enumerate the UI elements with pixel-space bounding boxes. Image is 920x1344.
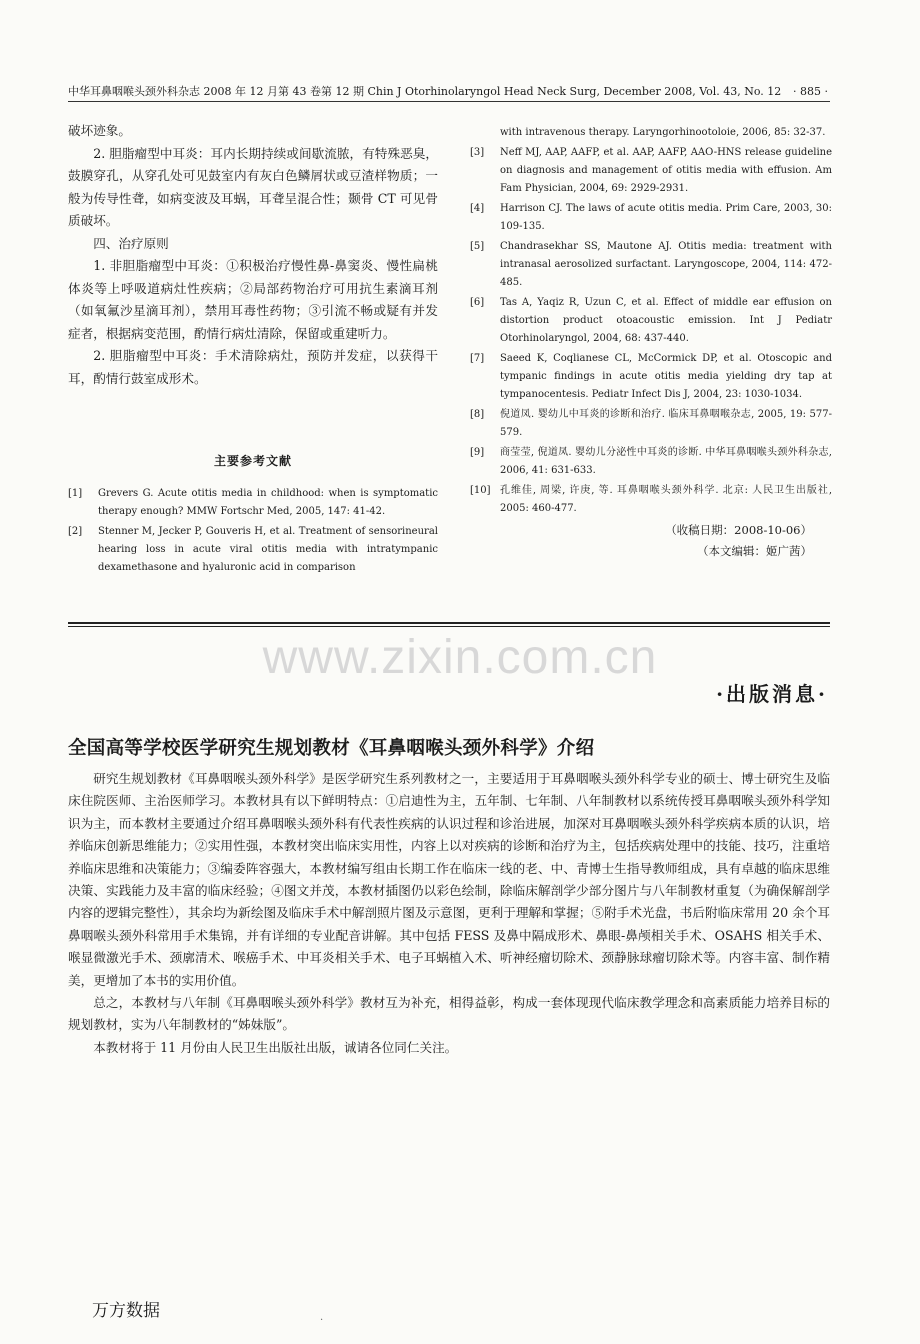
reference-text: with intravenous therapy. Laryngorhinootoloie, 2006, 85: 32-37. [500, 127, 826, 138]
left-column [68, 120, 438, 390]
header-rule [68, 101, 830, 102]
editor-credit: （本文编辑：姬广茜） [697, 544, 812, 558]
reference-list-right [470, 124, 832, 520]
paragraph: 1. 非胆脂瘤型中耳炎：①积极治疗慢性鼻-鼻窦炎、慢性扁桃体炎等上呼吸道病灶性疾病；②局部药物治疗可用抗生素滴耳剂（如氧氟沙星滴耳剂），禁用耳毒性药物；③引流不畅或疑有并发症者，根据病变范围，酌情行病灶清除，保留或重建听力。 [68, 258, 438, 341]
article-title: 全国高等学校医学研究生规划教材《耳鼻咽喉头颈外科学》介绍 [68, 738, 595, 759]
news-section-label: ·出版消息· [716, 682, 828, 706]
references-title: 主要参考文献 [213, 454, 292, 468]
header-page-number: · 885 · [793, 85, 828, 98]
paragraph: 本教材将于 11 月份由人民卫生出版社出版，诚请各位同仁关注。 [93, 1039, 458, 1055]
reference-item [470, 350, 832, 404]
reference-text: Neff MJ, AAP, AAFP, et al. AAP, AAFP, AAO-HNS release guideline on diagnosis and management of otitis media with effusion. Am Fam Physician, 2004, 69: 2929-2931. [500, 147, 832, 194]
reference-number: [2] [68, 526, 83, 537]
section-heading: 四、治疗原则 [93, 235, 169, 251]
reference-item [470, 406, 832, 442]
reference-number: [6] [470, 297, 485, 308]
reference-number: [8] [470, 409, 485, 420]
reference-text: 商莹莹, 倪道凤. 婴幼儿分泌性中耳炎的诊断. 中华耳鼻咽喉头颈外科杂志, 2006, 41: 631-633. [500, 447, 832, 476]
article-body [68, 768, 830, 1059]
reference-text: 孔维佳, 周梁, 许庚, 等. 耳鼻咽喉头颈外科学. 北京: 人民卫生出版社, 2005: 460-477. [500, 485, 832, 514]
footer-mark: . [320, 1312, 324, 1323]
article-meta [470, 520, 812, 562]
paragraph: 总之，本教材与八年制《耳鼻咽喉头颈外科学》教材互为补充，相得益彰，构成一套体现现代临床教学理念和高素质能力培养目标的规划教材，实为八年制教材的“姊妹版”。 [68, 995, 830, 1033]
reference-item [68, 485, 438, 521]
reference-number: [4] [470, 203, 485, 214]
paragraph: 2. 胆脂瘤型中耳炎：耳内长期持续或间歇流脓，有特殊恶臭，鼓膜穿孔，从穿孔处可见鼓室内有灰白色鳞屑状或豆渣样物质；一般为传导性聋，如病变波及耳蜗，耳聋呈混合性；颞骨 CT 可见骨质破坏。 [68, 145, 438, 228]
reference-text: Grevers G. Acute otitis media in childhood: when is symptomatic therapy enough? MMW Fortschr Med, 2005, 147: 41-42. [98, 488, 438, 517]
reference-item [470, 294, 832, 348]
paragraph: 破坏迹象。 [68, 123, 131, 138]
section-divider [68, 622, 830, 624]
running-header [68, 84, 828, 100]
paragraph: 2. 胆脂瘤型中耳炎：手术清除病灶，预防并发症，以获得干耳，酌情行鼓室成形术。 [68, 348, 438, 386]
reference-text: Saeed K, Coqlianese CL, McCormick DP, et al. Otoscopic and tympanic findings in acute otitis media yielding dry tap at tympanocentesis. Pediatr Infect Dis J, 2004, 23: 1030-1034. [500, 353, 832, 400]
paragraph: 研究生规划教材《耳鼻咽喉头颈外科学》是医学研究生系列教材之一，主要适用于耳鼻咽喉头颈外科学专业的硕士、博士研究生及临床住院医师、主治医师学习。本教材具有以下鲜明特点：①启迪性为主，五年制、七年制、八年制教材以系统传授耳鼻咽喉头颈外科学知识为主，而本教材主要通过介绍耳鼻咽喉头颈外科有代表性疾病的认识过程和诊治进展，加深对耳鼻咽喉头颈外科学疾病本质的认识，培养临床创新思维能力；②实用性强，本教材突出临床实用性，内容上以对疾病的诊断和治疗为主，包括疾病处理中的技能、技巧，注重培养临床思维和决策能力；③编委阵容强大，本教材编写组由长期工作在临床一线的老、中、青博士生指导教师组成，具有卓越的临床思维决策、实践能力及丰富的临床经验；④图文并茂，本教材插图仍以彩色绘制，除临床解剖学少部分图片与八年制教材重复（为确保解剖学内容的逻辑完整性），其余均为新绘图及临床手术中解剖照片图及示意图，更利于理解和掌握；⑤附手术光盘，书后附临床常用 20 余个耳鼻咽喉头颈外科常用手术集锦，并有详细的专业配音讲解。其中包括 FESS 及鼻中隔成形术、鼻眼-鼻颅相关手术、OSAHS 相关手术、喉显微激光手术、颈廓清术、喉癌手术、中耳炎相关手术、电子耳蜗植入术、听神经瘤切除术、颈静脉球瘤切除术等。内容丰富、制作精美，更增加了本书的实用价值。 [68, 771, 830, 988]
reference-item [470, 124, 832, 142]
reference-number: [3] [470, 147, 485, 158]
reference-number: [9] [470, 447, 485, 458]
reference-item [470, 200, 832, 236]
reference-text: Stenner M, Jecker P, Gouveris H, et al. Treatment of sensorineural hearing loss in acute viral otitis media with intratympanic dexamethasone and hyaluronic acid in comparison [98, 526, 438, 573]
reference-text: Chandrasekhar SS, Mautone AJ. Otitis media: treatment with intranasal aerosolized surfactant. Laryngoscope, 2004, 114: 472-485. [500, 241, 832, 288]
reference-number: [10] [470, 485, 491, 496]
reference-text: Tas A, Yaqiz R, Uzun C, et al. Effect of middle ear effusion on distortion product otoacoustic emission. Int J Pediatr Otorhinolaryngol, 2004, 68: 437-440. [500, 297, 832, 344]
section-divider-thin [68, 626, 830, 627]
reference-item [470, 144, 832, 198]
reference-list-left [68, 485, 438, 579]
reference-text: Harrison CJ. The laws of acute otitis media. Prim Care, 2003, 30: 109-135. [500, 203, 832, 232]
received-date: （收稿日期：2008-10-06） [665, 523, 812, 537]
wanfang-logo: 万方数据 [92, 1301, 160, 1321]
reference-text: 倪道凤. 婴幼儿中耳炎的诊断和治疗. 临床耳鼻咽喉杂志, 2005, 19: 577-579. [500, 409, 832, 438]
reference-number: [7] [470, 353, 485, 364]
watermark: www.zixin.com.cn [262, 631, 658, 684]
reference-number: [5] [470, 241, 485, 252]
reference-item [470, 444, 832, 480]
reference-item [68, 523, 438, 577]
header-journal-info: 中华耳鼻咽喉头颈外科杂志 2008 年 12 月第 43 卷第 12 期 Chin J Otorhinolaryngol Head Neck Surg, December 2008, Vol. 43, No. 12 [68, 85, 782, 98]
reference-item [470, 482, 832, 518]
reference-item [470, 238, 832, 292]
reference-number: [1] [68, 488, 83, 499]
